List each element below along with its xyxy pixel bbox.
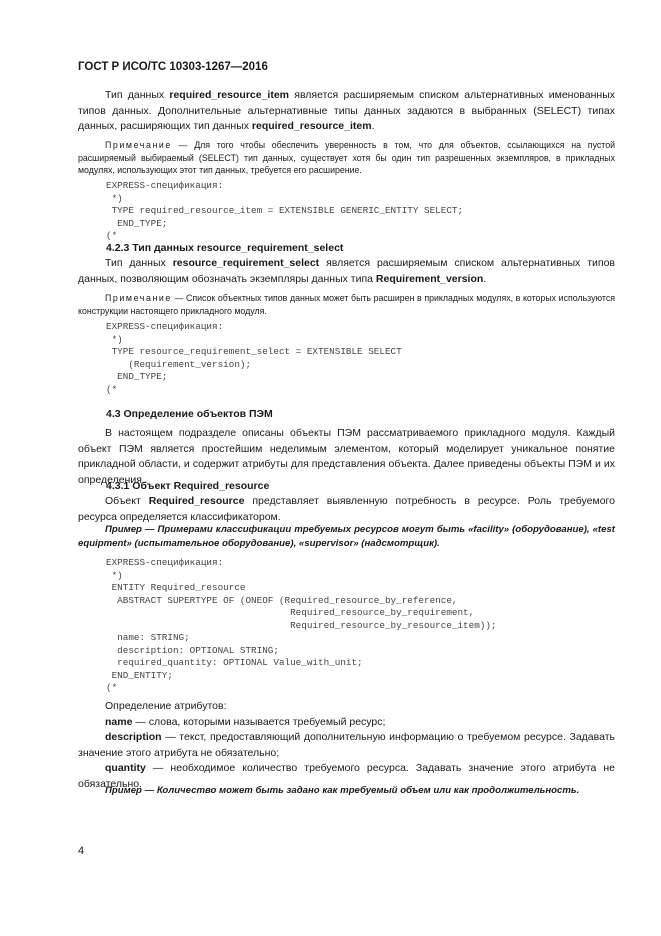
text: Объект <box>105 495 149 507</box>
example-text: Пример — Количество может быть задано как требуемый объем или как продолжительность. <box>105 785 580 796</box>
term: Requirement_version <box>375 272 484 285</box>
note-label: Примечание <box>105 293 172 303</box>
note-2 <box>78 292 615 317</box>
attribute-item <box>78 730 615 761</box>
attribute-text: — слова, которыми называется требуемый ресурс; <box>132 715 386 728</box>
attribute-item <box>78 715 615 731</box>
term: resource_requirement_select <box>172 257 320 269</box>
text: . <box>483 272 487 285</box>
term: required_resource_item <box>251 120 372 132</box>
attributes-block <box>78 699 615 792</box>
paragraph-resource-requirement-select <box>78 256 615 287</box>
attribute-text: — текст, предоставляющий дополнительную информацию о требуемом ресурсе. Задавать значение этого атрибута не обязательно; <box>78 731 615 759</box>
term: required_resource_item <box>169 89 290 101</box>
page-number: 4 <box>78 845 85 857</box>
paragraph-required-resource-item <box>78 88 615 135</box>
attribute-text: — необходимое количество требуемого ресурса. Задавать значение этого атрибута не обязательно. <box>78 762 615 790</box>
section-heading-4-3-1: 4.3.1 Объект Required_resource <box>106 480 270 492</box>
paragraph-required-resource <box>78 494 615 525</box>
note-1 <box>78 139 615 177</box>
paragraph-objects-intro <box>78 426 615 488</box>
text: В настоящем подразделе описаны объекты ПЭМ рассматриваемого прикладного модуля. Каждый объект ПЭМ является простейшим неделимым элементом, который моделирует уникальное понятие прикладной области, и содержит атрибуты для представления объекта. Далее приведены объекты ПЭМ и их определения. <box>78 427 615 486</box>
note-text: — Для того чтобы обеспечить уверенность в том, что для объектов, ссылающихся на пустой расширяемый выбираемый (SELECT) тип данных, существует хотя бы один тип разрешенных экземпляров, в прикладных модулях, использующих этот тип данных, требуется его расширение. <box>78 140 615 175</box>
express-code-1: EXPRESS-спецификация: *) TYPE required_resource_item = EXTENSIBLE GENERIC_ENTITY SELECT; END_TYPE; (* <box>106 180 464 241</box>
document-header: ГОСТ Р ИСО/ТС 10303-1267—2016 <box>78 61 268 73</box>
text: представляет выявленную потребность в ресурсе. Роль требуемого ресурса определяется классификатором. <box>78 495 615 523</box>
example-1 <box>78 523 615 551</box>
note-text: — Список объектных типов данных может быть расширен в прикладных модулях, в которых используются конструкции настоящего прикладного модуля. <box>78 293 615 316</box>
attributes-intro: Определение атрибутов: <box>105 700 227 712</box>
note-label: Примечание <box>105 140 172 150</box>
express-code-2: EXPRESS-спецификация: *) TYPE resource_requirement_select = EXTENSIBLE SELECT (Requirement_version); END_TYPE; (* <box>106 321 402 395</box>
text: Тип данных <box>105 257 173 269</box>
attribute-name: description <box>105 731 162 743</box>
section-heading-4-3: 4.3 Определение объектов ПЭМ <box>106 408 273 420</box>
attribute-name: quantity <box>105 762 146 774</box>
text: . <box>371 120 375 132</box>
example-2 <box>78 784 615 798</box>
text: Тип данных <box>105 89 170 101</box>
attribute-name: name <box>105 715 133 728</box>
text: является расширяемым списком альтернативных именованных типов данных. Дополнительные альтернативные типы данных задаются в выбранных (SELECT) типах данных, расширяющих тип данных <box>78 89 615 132</box>
term: Required_resource <box>148 495 245 507</box>
example-text: Пример — Примерами классификации требуемых ресурсов могут быть «facility» (оборудование), «test equipment» (испытательное оборудование), «supervisor» (надсмотрщик). <box>78 524 615 549</box>
express-code-3: EXPRESS-спецификация: *) ENTITY Required_resource ABSTRACT SUPERTYPE OF (ONEOF (Required_resource_by_reference, Required_resource_by_requirement, Required_resource_by_resource_item)); name: STRING; description: OPTIONAL STRING; required_quantity: OPTIONAL Value_with_unit; END_ENTITY; (* <box>106 557 497 693</box>
text: является расширяемым списком альтернативных типов данных, позволяющим обозначать экземпляры данных типа <box>78 257 615 285</box>
section-heading-4-2-3: 4.2.3 Тип данных resource_requirement_select <box>106 242 344 254</box>
